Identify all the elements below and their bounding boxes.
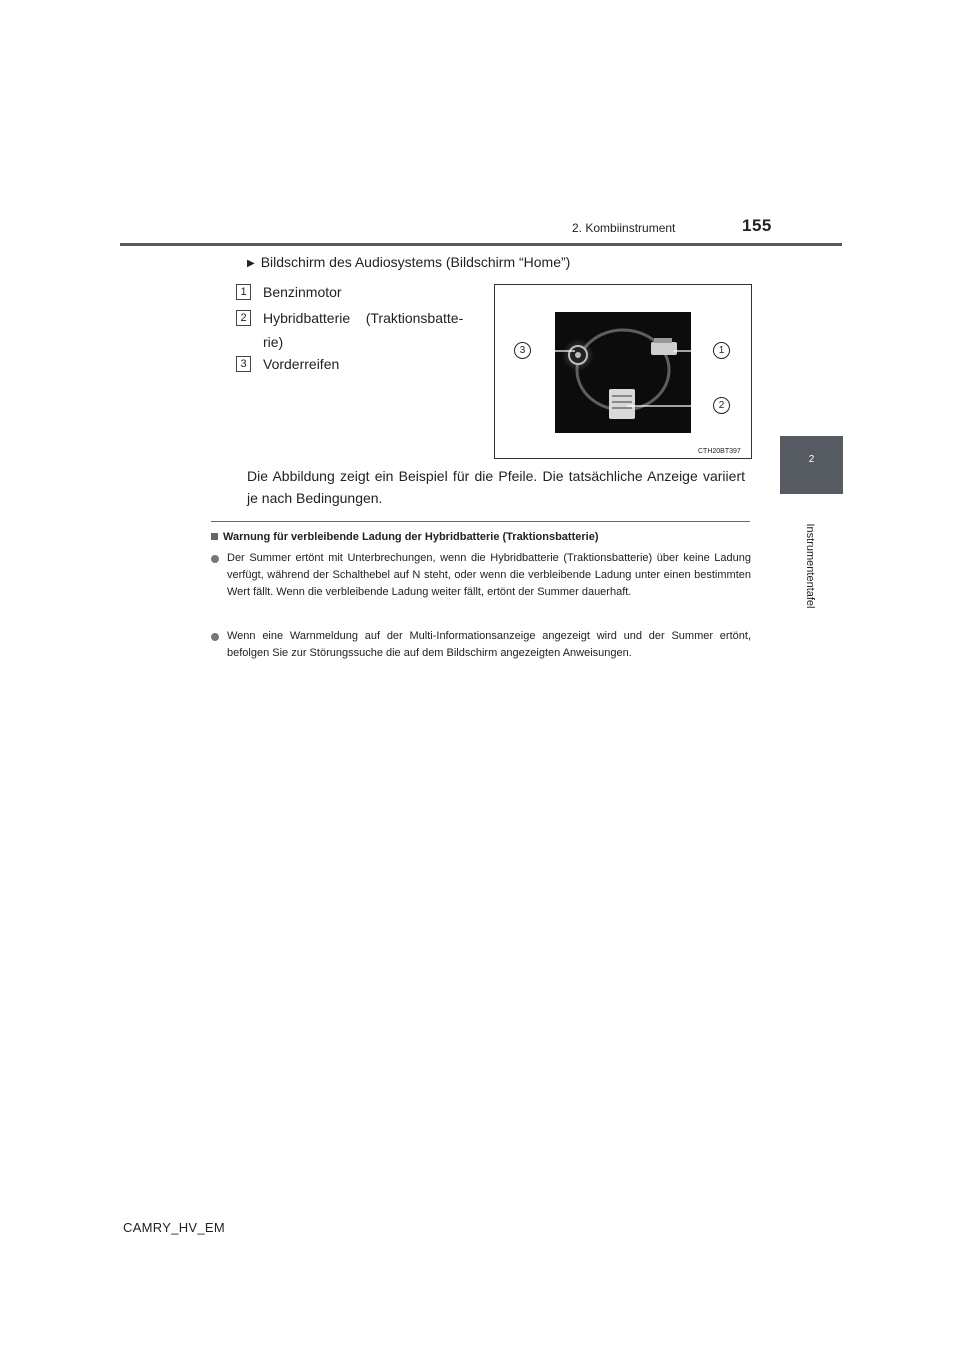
- legend-number-3: 3: [236, 356, 251, 372]
- right-triangle-bullet-icon: ▶: [247, 258, 255, 269]
- callout-2: 2: [713, 397, 730, 414]
- audio-screen-heading: [247, 254, 570, 270]
- round-bullet-icon: [211, 633, 219, 641]
- audio-screen-heading-text: Bildschirm des Audiosystems (Bildschirm “Home”): [260, 254, 571, 270]
- warning-bullet-1-text: Der Summer ertönt mit Unterbrechungen, wenn die Hybridbatterie (Traktionsbatterie) über keine Ladung verfügt, während der Schalthebel auf N steht, oder wenn die verbleibende Ladung unter einen bestimmten Wert fällt. Wenn die verbleibende Ladung weiter fällt, ertönt der Summer dauerhaft.: [227, 552, 751, 598]
- callout-3: 3: [514, 342, 531, 359]
- legend-label-1: Benzinmotor: [263, 284, 342, 300]
- callout-leaders: [494, 284, 752, 459]
- document-code: CAMRY_HV_EM: [123, 1220, 226, 1235]
- legend-item-1: [236, 280, 342, 304]
- round-bullet-icon: [211, 555, 219, 563]
- legend-number-2: 2: [236, 310, 251, 326]
- warning-heading: [211, 531, 598, 543]
- legend-label-2-line-2: rie): [263, 334, 284, 350]
- warning-heading-text: Warnung für verbleibende Ladung der Hybridbatterie (Traktionsbatterie): [223, 531, 599, 543]
- section-divider: [211, 521, 750, 522]
- warning-bullet-1: [211, 550, 751, 601]
- legend-label-3: Vorderreifen: [263, 356, 340, 372]
- figure-caption: Die Abbildung zeigt ein Beispiel für die Pfeile. Die tatsächliche Anzeige variiert je nach Bedingungen.: [247, 468, 745, 506]
- section-title: 2. Kombiinstrument: [572, 221, 676, 235]
- figure-code: CTH20BT397: [698, 448, 741, 455]
- legend-item-3: [236, 352, 339, 376]
- legend-label-2-line-1: Hybridbatterie (Traktionsbatte-: [263, 310, 464, 326]
- square-bullet-icon: [211, 533, 218, 540]
- legend-number-1: 1: [236, 284, 251, 300]
- legend-item-2: [236, 306, 472, 354]
- header-divider: [120, 243, 842, 246]
- chapter-label: Instrumententafel: [804, 523, 816, 609]
- callout-1: 1: [713, 342, 730, 359]
- page-number: 155: [742, 216, 772, 235]
- chapter-number: 2: [808, 454, 815, 465]
- warning-bullet-2-text: Wenn eine Warnmeldung auf der Multi-Informationsanzeige angezeigt wird und der Summer ertönt, befolgen Sie zur Störungssuche die auf dem Bildschirm angezeigten Anweisungen.: [227, 630, 751, 659]
- warning-bullet-2: [211, 628, 751, 662]
